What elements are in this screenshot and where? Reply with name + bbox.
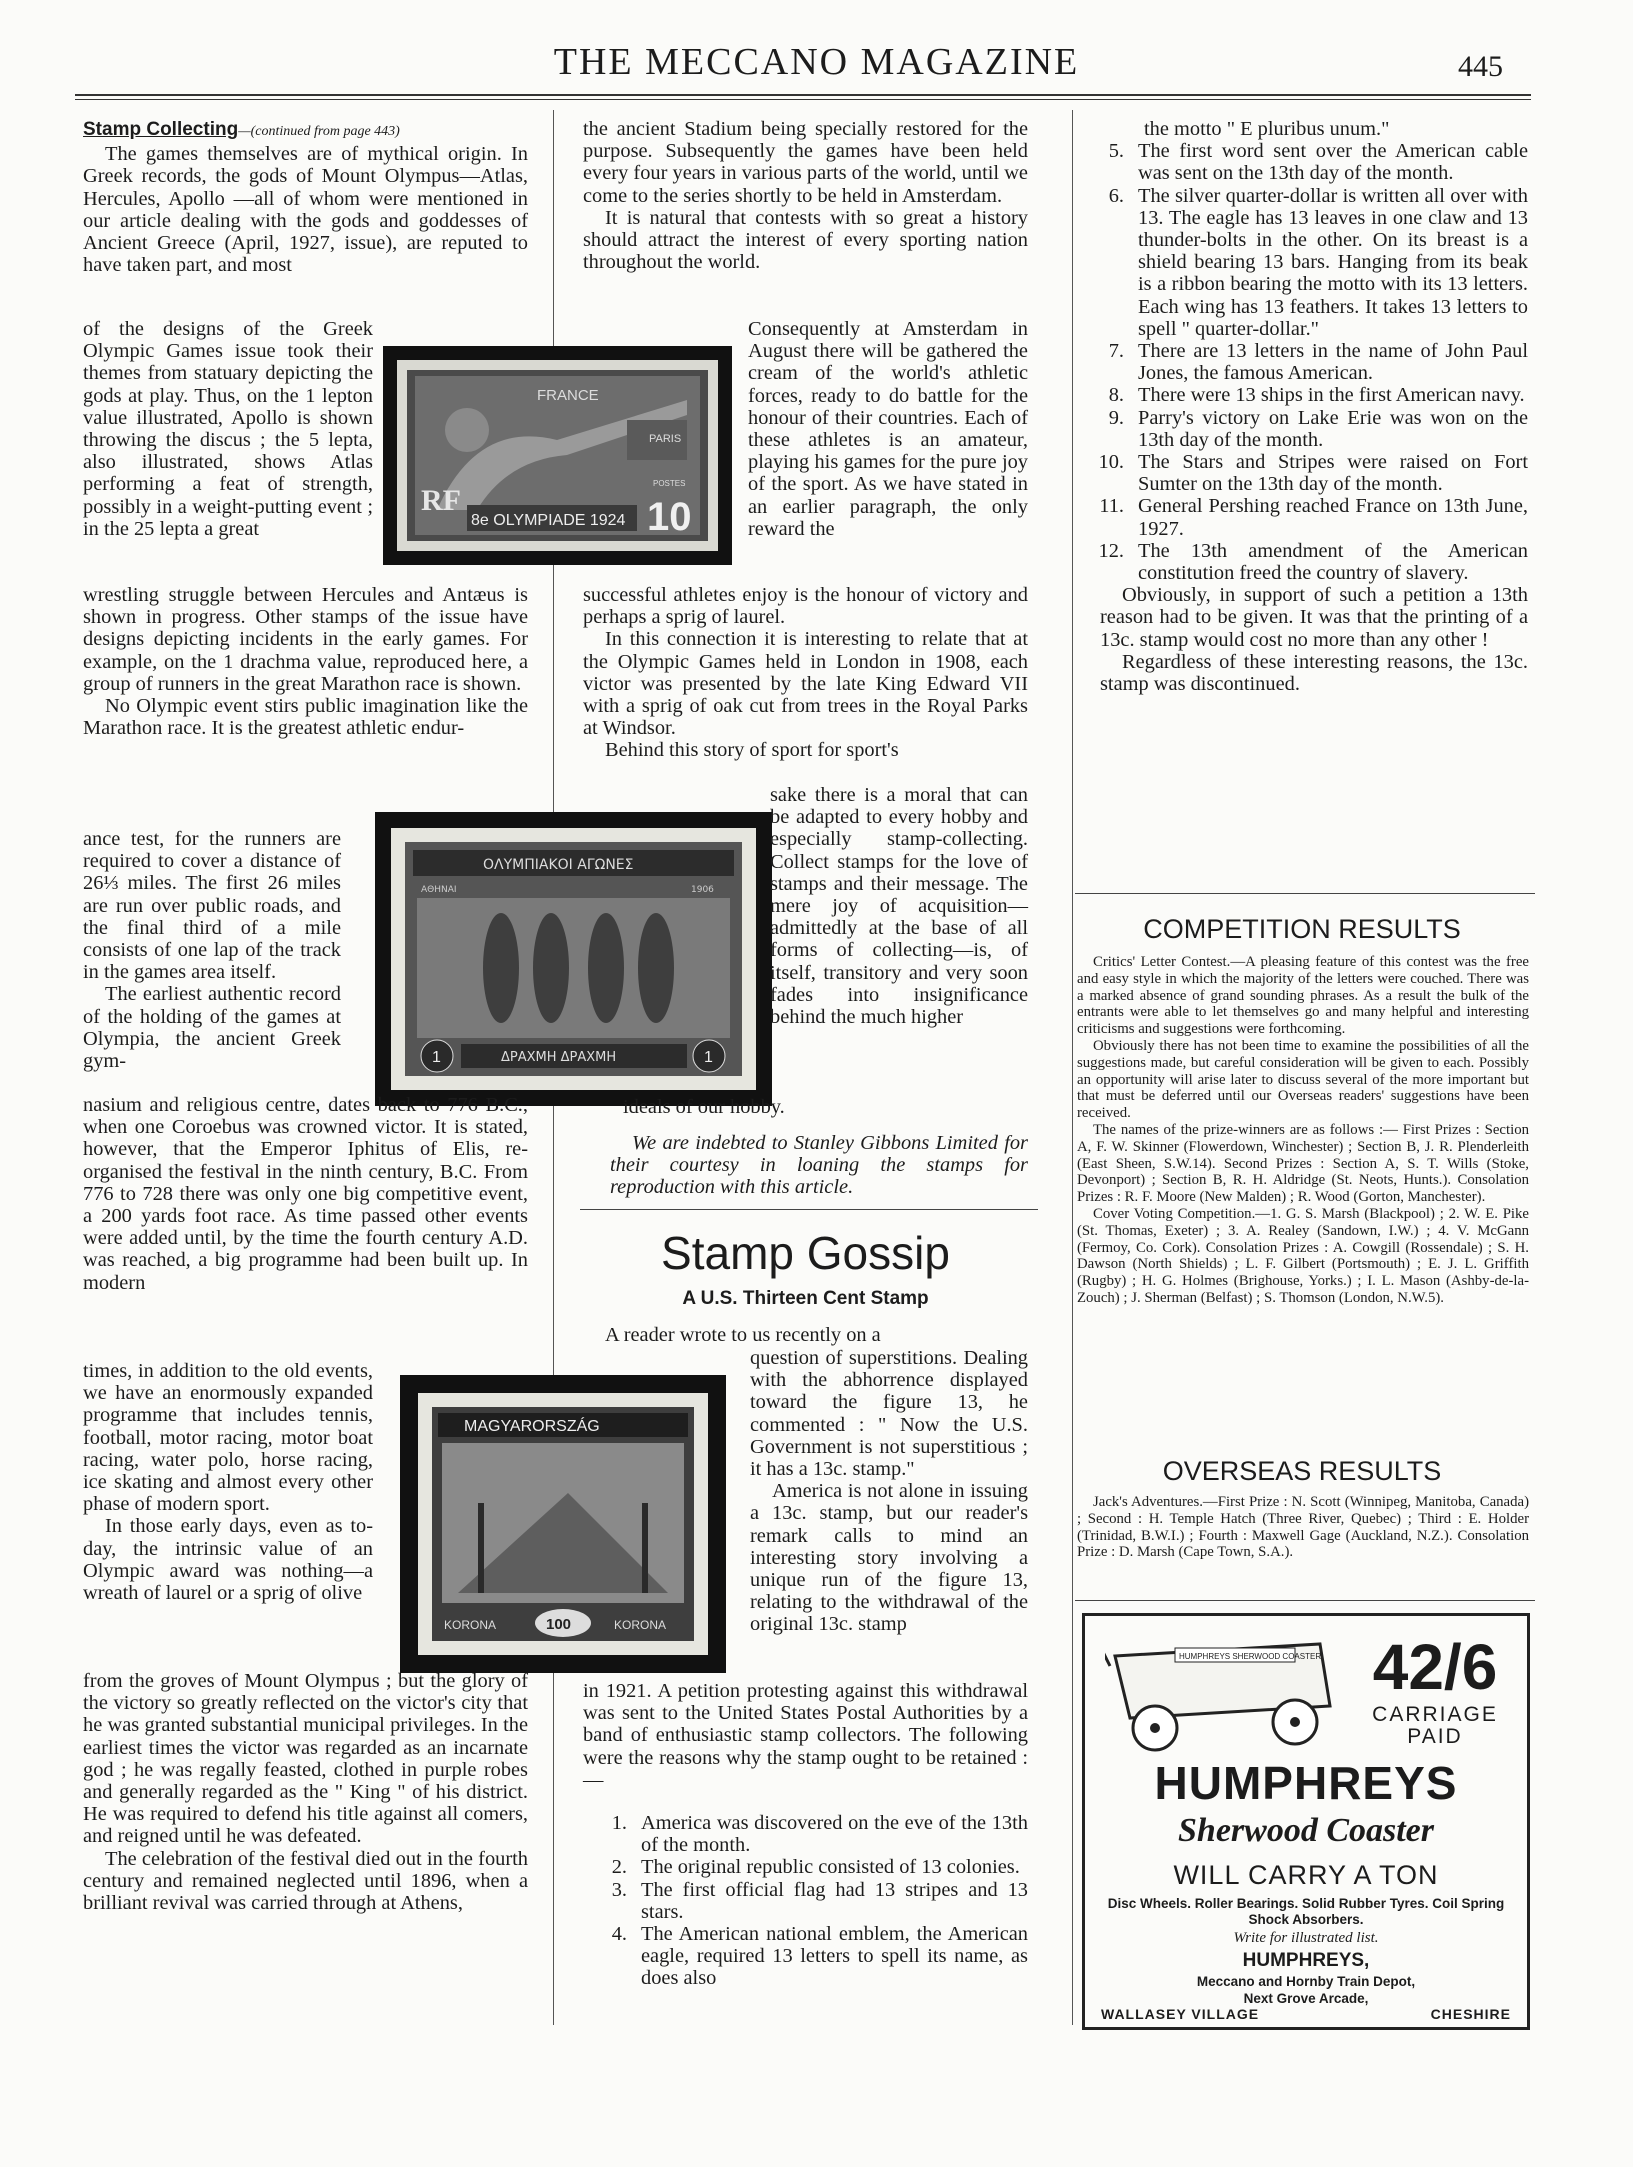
paragraph: America is not alone in issuing a 13c. stamp, but our reader's remark calls to mind an interesting story involving a unique run of the figure 13, relating to the withdrawal of the original 13c. stamp (750, 1480, 1028, 1636)
paragraph: Jack's Adventures.—First Prize : N. Scott (Winnipeg, Manitoba, Canada) ; Second : H. Temple Hatch (Three River, Quebec) ; Third : E. Holder (Trinidad, B.W.I.) ; Fourth : Maxwell Gage (Auckland, N.Z.). Consolation Prize : D. Marsh (Cape Town, S.A.). (1077, 1494, 1529, 1561)
list-item: 3. The first official flag had 13 stripes and 13 stars. (611, 1878, 1028, 1923)
paragraph: The games themselves are of mythical origin. In Greek records, the gods of Mount Olympus—Atlas, Hercules, Apollo —all of whom were mentioned in our article dealing with the gods and goddesses of Ancient Greece (April, 1927, issue), are reputed to have taken part, and most (83, 143, 528, 277)
list-item: 7. There are 13 letters in the name of John Paul Jones, the famous American. (1108, 340, 1528, 385)
paragraph: We are indebted to Stanley Gibbons Limited for their courtesy in loaning the stamps for reproduction with this article. (610, 1132, 1028, 1199)
svg-text:1: 1 (704, 1049, 713, 1066)
competition-results-text (1077, 954, 1529, 1307)
stamp-value: 10 (647, 495, 692, 539)
paragraph: It is natural that contests with so great a history should attract the interest of every sporting nation throughout the world. (583, 206, 1028, 274)
article-continuation (583, 118, 1028, 273)
list-item: 12. The 13th amendment of the American constitution freed the country of slavery. (1098, 539, 1528, 585)
gossip-text (583, 1680, 1028, 1791)
paragraph: In this connection it is interesting to relate that at the Olympic Games held in London in 1908, each victor was presented by the late King Edward VII with a sprig of oak cut from trees in the Royal Parks at Windsor. (583, 628, 1028, 740)
coaster-wagon-illustration (1105, 1636, 1340, 1756)
greece-stamp-graphic (391, 828, 756, 1090)
paragraph: nasium and religious centre, dates back to 776 B.C., when one Coroebus was crowned victor. It is stated, however, that the Emperor Iphitus of Elis, re-organised the festival in the ninth century, B.C. From 776 to 728 there was only one big competitive event, a 200 yards foot race. As time passed other events were added until, by the time the fourth century A.D. was reached, a big programme had been built up. In modern (83, 1094, 528, 1294)
acknowledgement-note (610, 1132, 1028, 1199)
article-text-block (83, 1670, 528, 1914)
stamp-value: 100 (546, 1616, 572, 1633)
stamp-year: 1906 (691, 885, 714, 895)
paragraph: Cover Voting Competition.—1. G. S. Marsh (Blackpool) ; 2. W. E. Pike (St. Thomas, Exeter) ; 3. A. Realey (Sandown, I.W.) ; 4. V. McGann (Fermoy, Co. Cork). Consolation Prizes : A. Cowgill (Rossendale) ; S. H. Dawson (North Shields) ; L. F. Gilbert (Portsmouth) ; E. J. L. Griffith (Rugby) ; H. G. Holmes (Brighouse, Yorks.) ; I. L. Mason (Ashby-de-la-Zouch) ; J. Sherman (Belfast) ; S. Thomson (London, N.W.5). (1077, 1205, 1529, 1306)
article-text-block (583, 584, 1028, 762)
brand-name: HUMPHREYS (1154, 1757, 1458, 1809)
wagon-label: HUMPHREYS SHERWOOD COASTER (1179, 1652, 1322, 1661)
stamp-place: ΑΘΗΝΑΙ (421, 885, 457, 895)
article-heading: Stamp Collecting (83, 119, 239, 140)
write-for-list: Write for illustrated list. (1233, 1930, 1379, 1946)
motto-line: the motto " E pluribus unum." (1144, 118, 1390, 140)
hungary-stamp-graphic (418, 1393, 708, 1655)
product-claim: WILL CARRY A TON (1173, 1860, 1439, 1890)
paragraph: of the designs of the Greek Olympic Games issue took their themes from statuary depicting the gods at play. Thus, on the 1 lepton value illustrated, Apollo is shown throwing the discus ; the 5 lepta, also illustrated, shows Atlas performing a feat of strength, possibly in a weight-putting event ; in the 25 lepta a great (83, 318, 373, 540)
product-name: Sherwood Coaster (1178, 1812, 1434, 1849)
paragraph: the ancient Stadium being specially restored for the purpose. Subsequently the games have been held every four years in various parts of the world, until we come to the series shortly to be held in Amsterdam. (583, 118, 1028, 207)
stamp-tag: POSTES (653, 479, 686, 488)
article-text-beside-stamp-2 (83, 828, 341, 1072)
stamp-gossip-subtitle: A U.S. Thirteen Cent Stamp (682, 1288, 929, 1309)
list-item: 9. Parry's victory on Lake Erie was won on the 13th day of the month. (1108, 406, 1528, 451)
paragraph: No Olympic event stirs public imagination like the Marathon race. It is the greatest athletic endur- (83, 695, 528, 740)
stamp-gossip-title: Stamp Gossip (661, 1227, 950, 1279)
column-divider-right (1072, 110, 1073, 2025)
paragraph: in 1921. A petition protesting against this withdrawal was sent to the United States Postal Authorities by a band of enthusiastic stamp collectors. The following were the reasons why the stamp ought to be retained :— (583, 1680, 1028, 1791)
header-rule-thin (75, 99, 1531, 100)
reasons-list-part-2 (1100, 118, 1528, 695)
stamp-caption: ΔΡΑΧΜΗ ΔΡΑΧΜΗ (501, 1050, 617, 1065)
list-item: 6. The silver quarter-dollar is written all over with 13. The eagle has 13 leaves in one claw and 13 thunder-bolts in the other. On its breast is a shield bearing 13 bars. Hanging from its beak is a ribbon bearing the motto with its 13 letters. Each wing has 13 feathers. It takes 13 letters to spell " quarter-dollar." (1108, 184, 1528, 340)
paragraph: In those early days, even as to-day, the intrinsic value of an Olympic award was nothing—a wreath of laurel or a sprig of olive (83, 1515, 373, 1605)
overseas-results-title: OVERSEAS RESULTS (1162, 1456, 1442, 1486)
list-item: 5. The first word sent over the American cable was sent on the 13th day of the month. (1108, 140, 1528, 185)
gossip-text (583, 1324, 1028, 1346)
company-name: HUMPHREYS, (1242, 1950, 1370, 1971)
gossip-text-beside-stamp (750, 1347, 1028, 1636)
carriage-label: CARRIAGE (1372, 1703, 1498, 1726)
stamp-value: 1 (432, 1049, 441, 1066)
masthead-title: THE MECCANO MAGAZINE (553, 41, 1080, 83)
page-number: 445 (1458, 50, 1503, 83)
paragraph: The celebration of the festival died out in the fourth century and remained neglected until 1896, when a brilliant revival was carried through at Athens, (83, 1847, 528, 1915)
paragraph: A reader wrote to us recently on a (605, 1324, 881, 1346)
paragraph: The earliest authentic record of the holding of the games at Olympia, the ancient Greek gym- (83, 983, 341, 1073)
paragraph: sake there is a moral that can be adapted to every hobby and especially stamp-collecting. Collect stamps for the love of stamps and their message. The mere joy of acquisition—admittedly at the base of all forms of collecting—is, of itself, transitory and very soon fades into insignificance behind the much higher (770, 784, 1028, 1029)
stamp-city: PARIS (649, 433, 682, 445)
article-text-block (83, 584, 528, 739)
article-text-beside-stamp-1 (83, 318, 373, 540)
article-text-block (623, 1096, 1028, 1118)
village-line: WALLASEY VILLAGE (1101, 2006, 1260, 2022)
stamp-country: MAGYARORSZÁG (464, 1418, 600, 1435)
stamp-country: ΟΛΥΜΠΙΑΚΟΙ ΑΓΩΝΕΣ (483, 857, 634, 873)
paragraph: The names of the prize-winners are as follows :— First Prizes : Section A, F. W. Skinner (Flowerdown, Winchester) ; Section B, J. R. Plenderleith (East Sheen, S.W.14). Second Prizes : Section A, S. T. Wills (Stoke, Devonport) ; Section B, R. H. Aldridge (St. Neots, Hunts.). Consolation Prizes : R. F. Moore (New Malden) ; R. Wood (Gorton, Manchester). (1077, 1121, 1529, 1206)
stamp-caption: 8e OLYMPIADE 1924 (471, 512, 626, 529)
price: 42/6 (1372, 1631, 1498, 1703)
france-stamp-graphic (397, 360, 718, 551)
paragraph: ideals of our hobby. (623, 1096, 785, 1118)
competition-results-title: COMPETITION RESULTS (1143, 914, 1461, 944)
paragraph: Regardless of these interesting reasons, the 13c. stamp was discontinued. (1100, 650, 1528, 696)
paragraph: question of superstitions. Dealing with the abhorrence displayed toward the figure 13, he commented : " Now the U.S. Government is not superstitious ; it has a 13c. stamp." (750, 1347, 1028, 1481)
reasons-list-part-1 (583, 1812, 1028, 1990)
arcade-line: Next Grove Arcade, (1243, 1991, 1369, 2006)
section-divider (580, 1209, 1038, 1210)
stamp-country: FRANCE (537, 387, 599, 404)
stamp-currency-left: KORONA (444, 1618, 497, 1632)
list-item: 1. America was discovered on the eve of the 13th of the month. (611, 1812, 1028, 1857)
humphreys-advertisement (1082, 1613, 1530, 2030)
list-item: 2. The original republic consisted of 13 colonies. (611, 1856, 1020, 1879)
overseas-results-text (1077, 1494, 1529, 1561)
paid-label: PAID (1407, 1725, 1463, 1748)
paragraph: Behind this story of sport for sport's (605, 739, 899, 762)
paragraph: wrestling struggle between Hercules and Antæus is shown in progress. Other stamps of the issue have designs depicting incidents in the early games. For example, on the 1 drachma value, reproduced here, a group of runners in the great Marathon race is shown. (83, 584, 528, 695)
stamp-currency-right: KORONA (614, 1618, 667, 1632)
continued-note: (continued from page 443) (250, 124, 400, 139)
paragraph: ance test, for the runners are required to cover a distance of 26⅓ miles. The first 26 miles are run over public roads, and the final third of a mile consists of one lap of the track in the games area itself. (83, 828, 341, 984)
paragraph: times, in addition to the old events, we have an enormously expanded programme that includes tennis, football, motor racing, motor boat racing, water polo, horse racing, ice skating and almost every other phase of modern sport. (83, 1360, 373, 1516)
list-item: 4. The American national emblem, the American eagle, required 13 letters to spell its name, as does also (611, 1923, 1028, 1990)
paragraph: Consequently at Amsterdam in August there will be gathered the cream of the world's athletic forces, ready to do battle for the honour of their countries. Each of these athletes is an amateur, playing his games for the pure joy of the sport. As we have stated in an earlier paragraph, the only reward the (748, 318, 1028, 540)
article-stamp-collecting-intro: Stamp Collecting—(continued from page 443) The games themselves are of mythical origin. In Greek records, the gods of Mount Olympus—Atlas, Hercules, Apollo —all of whom were mentioned in our article dealing with the gods and goddesses of Ancient Greece (April, 1927, issue), are reputed to have taken part, and most (83, 119, 528, 277)
list-item: 8. There were 13 ships in the first American navy. (1108, 384, 1525, 407)
list-item: 10. The Stars and Stripes were raised on Fort Sumter on the 13th day of the month. (1098, 451, 1528, 496)
svg-text:RF: RF (421, 484, 461, 517)
paragraph: Obviously, in support of such a petition a 13th reason had to be given. It was that the printing of a 13c. stamp would cost no more than any other ! (1100, 584, 1528, 651)
header-rule (75, 94, 1531, 96)
product-features: Disc Wheels. Roller Bearings. Solid Rubber Tyres. Coil Spring Shock Absorbers. (1107, 1896, 1505, 1927)
stamp-image-greece-marathon (375, 812, 772, 1106)
county-line: CHESHIRE (1430, 2006, 1511, 2022)
article-text-beside-stamp-2 (770, 784, 1028, 1028)
stamp-image-france-olympiade (383, 346, 732, 565)
article-text-beside-stamp-1 (748, 318, 1028, 540)
section-divider (1075, 1600, 1535, 1601)
stamp-image-hungary (400, 1375, 726, 1673)
paragraph: from the groves of Mount Olympus ; but the glory of the victory so greatly reflected on the victor's city that he was granted substantial municipal privileges. In the earliest times the victor was regarded as an incarnate god ; he was regally feasted, clothed in purple robes and generally regarded as the " King " of his district. He was required to defend his title against all comers, and reigned until he was defeated. (83, 1670, 528, 1848)
paragraph: Obviously there has not been time to examine the possibilities of all the suggestions made, but careful consideration will be given to each. Possibly an opportunity will arise later to discuss several of the more important but that must be deferred until our Overseas readers' suggestions have been received. (1077, 1037, 1529, 1122)
list-item: 11. General Pershing reached France on 13th June, 1927. (1099, 495, 1528, 540)
section-divider (1075, 893, 1535, 894)
depot-line: Meccano and Hornby Train Depot, (1196, 1974, 1416, 1989)
paragraph: Critics' Letter Contest.—A pleasing feature of this contest was the free and easy style in which the majority of the letters were couched. There was a marked absence of grand sounding phrases. As a result the bulk of the entrants were able to let themselves go and many helpful and interesting criticisms and suggestions were forthcoming. (1077, 954, 1529, 1038)
article-text-block (83, 1094, 528, 1294)
paragraph: successful athletes enjoy is the honour of victory and perhaps a sprig of laurel. (583, 584, 1028, 629)
article-text-beside-stamp-3 (83, 1360, 373, 1604)
